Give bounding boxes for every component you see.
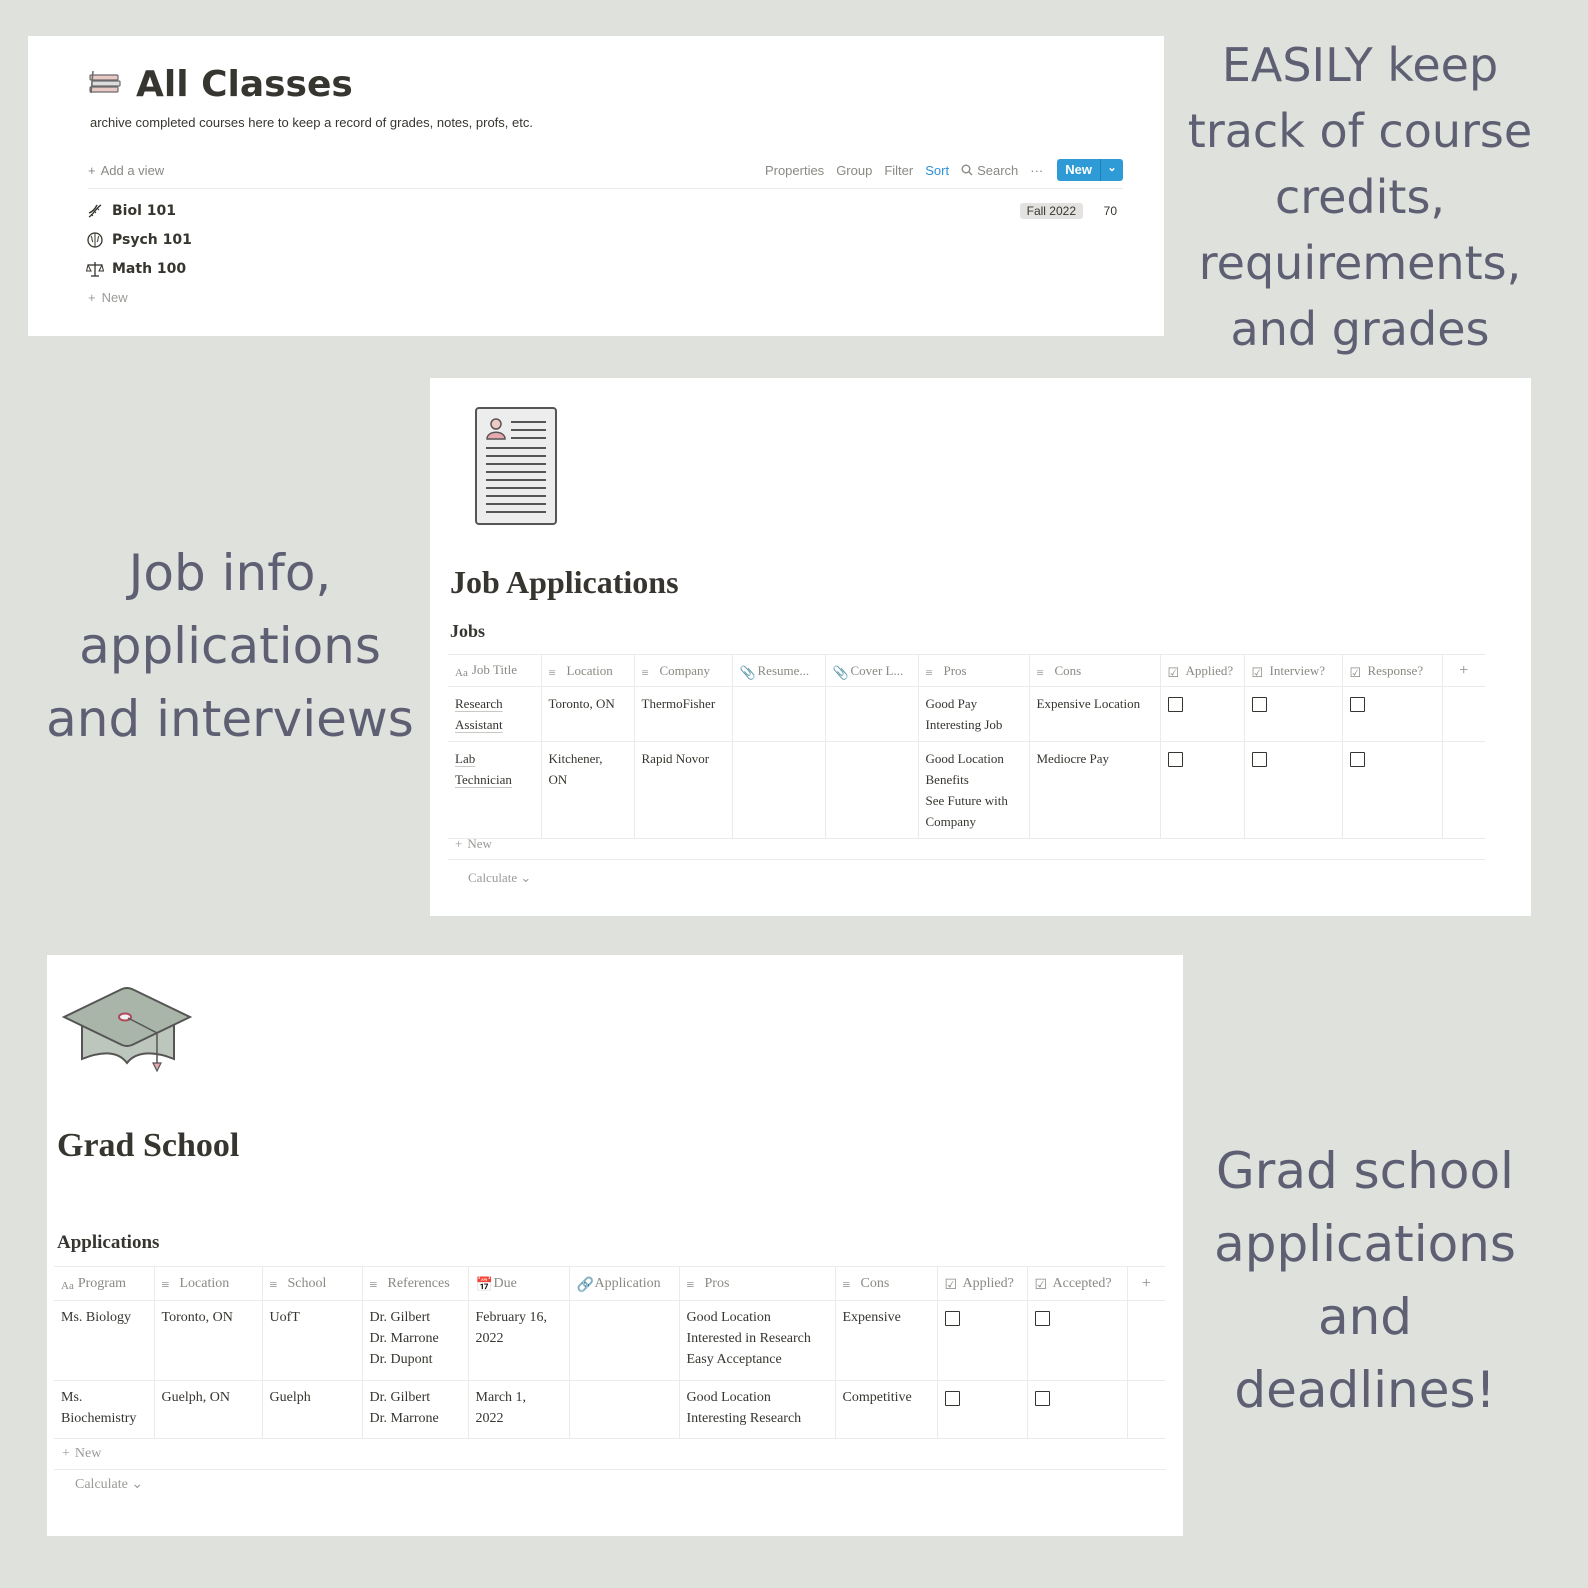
term-badge: Fall 2022 xyxy=(1020,203,1083,219)
new-row-label: New xyxy=(101,290,128,305)
search-button[interactable] xyxy=(961,163,1018,178)
calculate-button[interactable] xyxy=(75,1476,143,1493)
column-header[interactable]: ≡ Location xyxy=(154,1267,262,1301)
job-applications-panel xyxy=(430,378,1531,916)
promo-grad xyxy=(1180,1135,1550,1427)
column-header[interactable]: Aa Program xyxy=(54,1267,154,1301)
promo-line: credits, xyxy=(1274,170,1446,224)
list-item[interactable] xyxy=(86,254,1123,283)
cell-applied xyxy=(1160,742,1244,839)
interview-checkbox[interactable] xyxy=(1252,697,1267,712)
calculate-button[interactable] xyxy=(468,870,531,886)
cell-due[interactable]: February 16, 2022 xyxy=(468,1301,569,1381)
table-row[interactable] xyxy=(448,742,1485,839)
table-header-row xyxy=(54,1267,1165,1301)
column-header[interactable]: ≡ Company xyxy=(634,655,732,687)
page-description: archive completed courses here to keep a record of grades, notes, profs, etc. xyxy=(90,115,533,130)
cell-program[interactable]: Ms. Biology xyxy=(54,1301,154,1381)
jobs-table xyxy=(448,654,1485,839)
class-name: Math 100 xyxy=(112,260,187,277)
page-title: Job Applications xyxy=(450,564,679,600)
cell-cons[interactable]: Mediocre Pay xyxy=(1029,742,1160,839)
sort-button[interactable]: Sort xyxy=(925,162,950,178)
title-property-icon: Aa xyxy=(455,667,468,679)
cell-pros[interactable]: Good Location Interested in Research Easy Acceptance xyxy=(679,1301,835,1381)
text-property-icon: ≡ xyxy=(548,664,556,680)
cell-job-title[interactable]: Research Assistant xyxy=(448,687,541,742)
table-header-row xyxy=(448,655,1485,687)
cell-pros[interactable]: Good Location Benefits See Future with Company xyxy=(918,742,1029,839)
applied-checkbox[interactable] xyxy=(1168,697,1183,712)
cell-cover-letter[interactable] xyxy=(825,687,918,742)
list-item[interactable] xyxy=(86,225,1123,254)
new-button-label: New xyxy=(1065,162,1092,177)
column-header[interactable]: ≡ School xyxy=(262,1267,362,1301)
add-column-button[interactable]: + xyxy=(1442,655,1485,687)
cell-references[interactable]: Dr. Gilbert Dr. Marrone Dr. Dupont xyxy=(362,1301,468,1381)
scale-icon xyxy=(86,260,104,278)
search-icon xyxy=(961,164,973,176)
new-button[interactable] xyxy=(1057,159,1123,181)
resume-icon xyxy=(474,406,558,531)
checkbox-property-icon: ☑ xyxy=(1251,664,1264,680)
column-header[interactable]: 📎 Resume... xyxy=(732,655,825,687)
page-header xyxy=(88,64,353,105)
plus-icon: + xyxy=(62,1445,70,1461)
column-header[interactable]: Aa Job Title xyxy=(448,655,541,687)
column-header[interactable]: ☑ Interview? xyxy=(1244,655,1342,687)
cell-interview xyxy=(1244,687,1342,742)
class-name: Biol 101 xyxy=(112,202,176,219)
promo-line: applications xyxy=(79,617,381,675)
cell-accepted xyxy=(1027,1301,1127,1381)
page-title: All Classes xyxy=(136,64,353,105)
checkbox-property-icon: ☑ xyxy=(944,1277,958,1293)
grade-value: 70 xyxy=(1103,203,1117,218)
accepted-checkbox[interactable] xyxy=(1035,1391,1050,1406)
cell-applied xyxy=(937,1301,1027,1381)
filter-button[interactable]: Filter xyxy=(884,162,914,178)
column-header[interactable]: ≡ References xyxy=(362,1267,468,1301)
cell-company[interactable]: Rapid Novor xyxy=(634,742,732,839)
database-title[interactable]: Applications xyxy=(57,1232,160,1253)
text-property-icon: ≡ xyxy=(641,664,649,680)
add-view-label: Add a view xyxy=(100,162,165,178)
cell-job-title[interactable]: Lab Technician xyxy=(448,742,541,839)
column-header[interactable]: 📅Due xyxy=(468,1267,569,1301)
cell-location[interactable]: Toronto, ON xyxy=(541,687,634,742)
paperclip-icon: 📎 xyxy=(832,664,849,680)
applied-checkbox[interactable] xyxy=(945,1391,960,1406)
promo-line: EASILY keep xyxy=(1221,38,1499,92)
promo-line: deadlines! xyxy=(1234,1361,1496,1419)
calculate-label: Calculate xyxy=(468,870,518,885)
promo-line: and interviews xyxy=(46,690,414,748)
promo-jobs xyxy=(30,537,430,756)
search-label: Search xyxy=(977,162,1019,178)
cell-references[interactable]: Dr. Gilbert Dr. Marrone xyxy=(362,1381,468,1439)
accepted-checkbox[interactable] xyxy=(1035,1311,1050,1326)
cell-applied xyxy=(1160,687,1244,742)
promo-line: requirements, xyxy=(1198,236,1522,290)
dna-icon xyxy=(86,202,104,220)
table-row[interactable] xyxy=(54,1381,1165,1439)
text-property-icon: ≡ xyxy=(925,664,933,680)
promo-line: track of course xyxy=(1187,104,1533,158)
properties-button[interactable]: Properties xyxy=(764,162,825,178)
plus-icon: + xyxy=(455,836,463,851)
cell-school[interactable]: Guelph xyxy=(262,1381,362,1439)
more-options-button[interactable]: ··· xyxy=(1030,162,1044,178)
applied-checkbox[interactable] xyxy=(945,1311,960,1326)
cell-cover-letter[interactable] xyxy=(825,742,918,839)
column-header[interactable]: 📎 Cover L... xyxy=(825,655,918,687)
chevron-down-icon: ⌄ xyxy=(520,870,532,885)
add-view-button[interactable] xyxy=(88,163,164,178)
paperclip-icon: 📎 xyxy=(739,664,756,680)
cell-location[interactable]: Kitchener, ON xyxy=(541,742,634,839)
text-property-icon: ≡ xyxy=(1036,664,1044,680)
column-header[interactable]: ≡ Location xyxy=(541,655,634,687)
promo-line: and xyxy=(1317,1288,1413,1346)
response-checkbox[interactable] xyxy=(1350,752,1365,767)
graduation-cap-icon xyxy=(62,985,192,1082)
cell-location[interactable]: Guelph, ON xyxy=(154,1381,262,1439)
cell-due[interactable]: March 1, 2022 xyxy=(468,1381,569,1439)
text-property-icon: ≡ xyxy=(269,1277,278,1293)
column-header[interactable]: 🔗Application xyxy=(569,1267,679,1301)
column-header[interactable]: ≡ Cons xyxy=(1029,655,1160,687)
cell-resume[interactable] xyxy=(732,742,825,839)
cell-pros[interactable]: Good Location Interesting Research xyxy=(679,1381,835,1439)
add-new-row-button[interactable] xyxy=(54,1438,1166,1470)
database-title[interactable]: Jobs xyxy=(450,621,486,641)
text-property-icon: ≡ xyxy=(369,1277,378,1293)
class-name: Psych 101 xyxy=(112,231,192,248)
all-classes-panel xyxy=(28,36,1164,336)
table-row[interactable] xyxy=(54,1301,1165,1381)
group-button[interactable]: Group xyxy=(836,162,873,178)
cell-company[interactable]: ThermoFisher xyxy=(634,687,732,742)
cell-application[interactable] xyxy=(569,1301,679,1381)
cell-cons[interactable]: Competitive xyxy=(835,1381,937,1439)
column-header[interactable]: ☑ Response? xyxy=(1342,655,1442,687)
calendar-icon: 📅 xyxy=(475,1277,493,1293)
promo-line: Grad school xyxy=(1216,1142,1514,1200)
calculate-label: Calculate xyxy=(75,1477,128,1492)
grad-applications-table xyxy=(54,1266,1165,1439)
chevron-down-icon: ⌄ xyxy=(131,1477,144,1492)
books-icon xyxy=(88,69,122,100)
text-property-icon: ≡ xyxy=(161,1277,170,1293)
column-header[interactable]: ☑ Accepted? xyxy=(1027,1267,1127,1301)
new-row-label: New xyxy=(74,1445,102,1461)
applied-checkbox[interactable] xyxy=(1168,752,1183,767)
plus-icon: + xyxy=(88,162,96,178)
interview-checkbox[interactable] xyxy=(1252,752,1267,767)
cell-school[interactable]: UofT xyxy=(262,1301,362,1381)
cell-resume[interactable] xyxy=(732,687,825,742)
cell-cons[interactable]: Expensive Location xyxy=(1029,687,1160,742)
brain-icon xyxy=(86,231,104,249)
cell-pros[interactable]: Good Pay Interesting Job xyxy=(918,687,1029,742)
text-property-icon: ≡ xyxy=(686,1277,695,1293)
checkbox-property-icon: ☑ xyxy=(1034,1277,1048,1293)
checkbox-property-icon: ☑ xyxy=(1349,664,1362,680)
promo-line: and grades xyxy=(1230,302,1490,356)
new-row-label: New xyxy=(467,836,492,851)
database-toolbar xyxy=(88,156,1123,189)
cell-accepted xyxy=(1027,1381,1127,1439)
cell-applied xyxy=(937,1381,1027,1439)
add-new-row-button[interactable] xyxy=(86,283,1123,312)
add-new-row-button[interactable] xyxy=(448,829,1485,860)
link-icon: 🔗 xyxy=(576,1277,594,1293)
page-title: Grad School xyxy=(57,1127,240,1164)
chevron-down-icon[interactable]: ⌄ xyxy=(1100,159,1123,181)
column-header[interactable]: ≡ Pros xyxy=(679,1267,835,1301)
class-list xyxy=(86,196,1123,312)
add-column-button[interactable]: + xyxy=(1127,1267,1165,1301)
text-property-icon: ≡ xyxy=(842,1277,851,1293)
cell-application[interactable] xyxy=(569,1381,679,1439)
promo-classes xyxy=(1180,32,1540,362)
cell-interview xyxy=(1244,742,1342,839)
column-header[interactable]: ≡ Pros xyxy=(918,655,1029,687)
column-header[interactable]: ☑ Applied? xyxy=(937,1267,1027,1301)
cell-program[interactable]: Ms. Biochemistry xyxy=(54,1381,154,1439)
cell-location[interactable]: Toronto, ON xyxy=(154,1301,262,1381)
promo-line: applications xyxy=(1214,1215,1516,1273)
plus-icon: + xyxy=(88,290,96,305)
column-header[interactable]: ☑ Applied? xyxy=(1160,655,1244,687)
cell-response xyxy=(1342,687,1442,742)
grad-school-panel xyxy=(47,955,1183,1536)
column-header[interactable]: ≡ Cons xyxy=(835,1267,937,1301)
title-property-icon: Aa xyxy=(61,1279,74,1292)
promo-line: Job info, xyxy=(128,544,332,602)
checkbox-property-icon: ☑ xyxy=(1167,664,1180,680)
cell-cons[interactable]: Expensive xyxy=(835,1301,937,1381)
list-item[interactable] xyxy=(86,196,1123,225)
table-row[interactable] xyxy=(448,687,1485,742)
response-checkbox[interactable] xyxy=(1350,697,1365,712)
cell-response xyxy=(1342,742,1442,839)
